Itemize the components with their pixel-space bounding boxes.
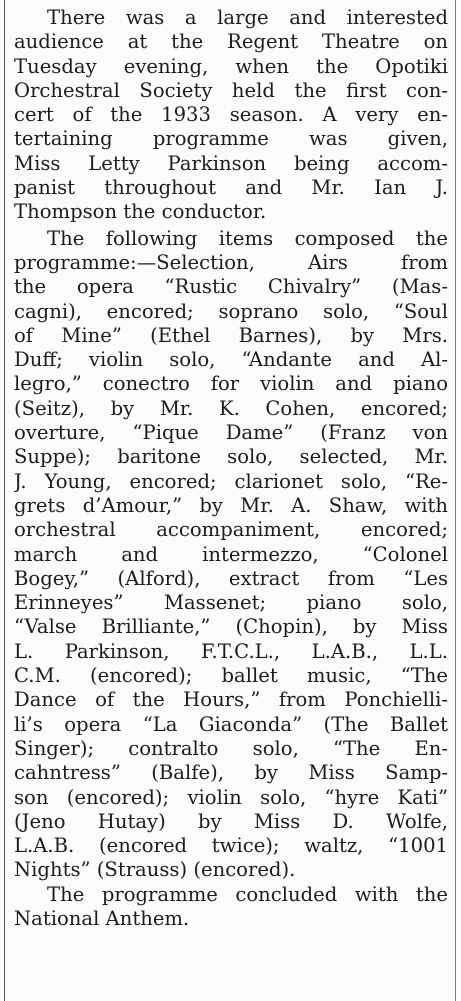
text-line: legro,” conectro for violin and piano: [14, 372, 448, 396]
text-line: cagni), encored; soprano solo, “Soul: [14, 299, 448, 323]
text-line: J. Young, encored; clarionet solo, “Re-: [14, 469, 448, 493]
text-line: cert of the 1933 season. A very en-: [14, 103, 448, 127]
text-line: “Valse Brilliante,” (Chopin), by Miss: [14, 615, 448, 639]
text-line: programme:—Selection, Airs from: [14, 250, 448, 274]
text-line: Tuesday evening, when the Opotiki: [14, 54, 448, 78]
text-line: (Jeno Hutay) by Miss D. Wolfe,: [14, 809, 448, 833]
text-line: Bogey,” (Alford), extract from “Les: [14, 566, 448, 590]
text-line: march and intermezzo, “Colonel: [14, 542, 448, 566]
text-line: Suppe); baritone solo, selected, Mr.: [14, 445, 448, 469]
text-line: Nights” (Strauss) (encored).: [14, 858, 296, 882]
article-column: [14, 6, 448, 931]
text-line: of Mine” (Ethel Barnes), by Mrs.: [14, 323, 448, 347]
paragraph-concert-report: [14, 6, 448, 225]
text-line: Singer); contralto solo, “The En-: [14, 736, 448, 760]
paragraph-programme-items: [14, 227, 448, 883]
text-line: Miss Letty Parkinson being accom-: [14, 151, 448, 175]
text-line: Duff; violin solo, “Andante and Al-: [14, 348, 448, 372]
text-line: cahntress” (Balfe), by Miss Samp-: [14, 761, 448, 785]
text-line: the opera “Rustic Chivalry” (Mas-: [14, 275, 448, 299]
left-column-rule: [4, 0, 5, 1001]
text-line: li’s opera “La Giaconda” (The Ballet: [14, 712, 448, 736]
text-line: There was a large and interested: [47, 6, 448, 29]
right-column-rule: [455, 0, 456, 1001]
text-line: Dance of the Hours,” from Ponchielli-: [14, 688, 448, 712]
text-line: audience at the Regent Theatre on: [14, 30, 448, 54]
paragraph-closing: [14, 883, 448, 932]
text-line: tertaining programme was given,: [14, 127, 448, 151]
text-line: (Seitz), by Mr. K. Cohen, encored;: [14, 396, 448, 420]
text-line: grets d’Amour,” by Mr. A. Shaw, with: [14, 493, 448, 517]
text-line: C.M. (encored); ballet music, “The: [14, 664, 448, 688]
text-line: son (encored); violin solo, “hyre Kati”: [14, 785, 448, 809]
text-line: Orchestral Society held the first con-: [14, 78, 448, 102]
text-line: The programme concluded with the: [47, 882, 448, 906]
text-line: orchestral accompaniment, encored;: [14, 518, 448, 542]
text-line: The following items composed the: [47, 226, 448, 250]
text-line: National Anthem.: [14, 906, 190, 930]
text-line: Erinneyes” Massenet; piano solo,: [14, 591, 448, 615]
text-line: panist throughout and Mr. Ian J.: [14, 176, 448, 200]
text-line: overture, “Pique Dame” (Franz von: [14, 421, 448, 445]
text-line: Thompson the conductor.: [14, 200, 267, 224]
text-line: L. Parkinson, F.T.C.L., L.A.B., L.L.: [14, 639, 448, 663]
text-line: L.A.B. (encored twice); waltz, “1001: [14, 834, 448, 858]
